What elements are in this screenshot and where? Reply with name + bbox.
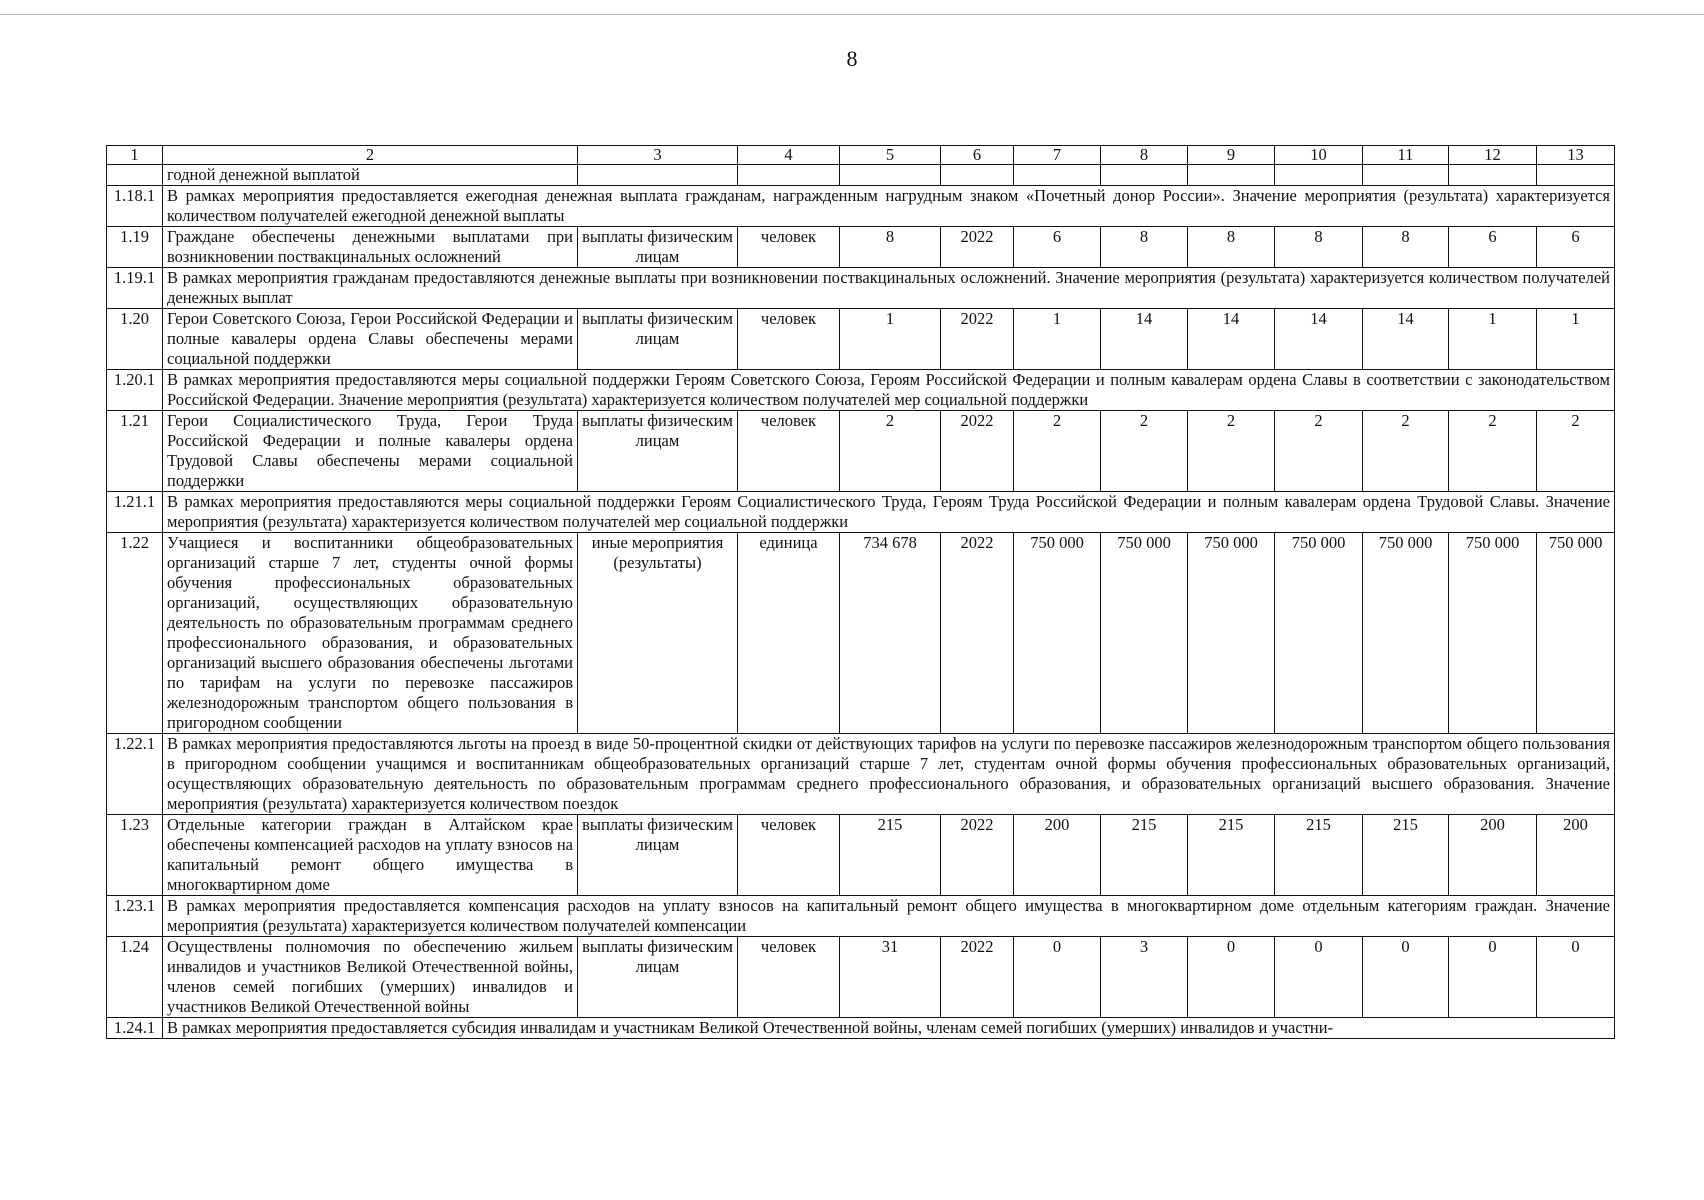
- row-number: 1.19.1: [107, 268, 163, 309]
- indicator-name: Учащиеся и воспитанники общеобразовательных организаций старше 7 лет, студенты очной формы обучения профессиональных образовательных организаций, осуществляющих образовательную деятельность по образовательным программам среднего профессионального образования, и образовательных организаций высшего образования обеспечены льготами по тарифам на услуги по перевозке пассажиров железнодорожным транспортом общего пользования в пригородном сообщении: [163, 533, 578, 734]
- header-cell: 3: [578, 146, 738, 165]
- row-number: 1.23.1: [107, 896, 163, 937]
- header-cell: 13: [1537, 146, 1615, 165]
- indicator-name: Герои Советского Союза, Герои Российской Федерации и полные кавалеры ордена Славы обеспечены мерами социальной поддержки: [163, 309, 578, 370]
- empty-cell: [941, 165, 1014, 186]
- value-cell: 750 000: [1101, 533, 1188, 734]
- base-year: 2022: [941, 411, 1014, 492]
- value-cell: 8: [1188, 227, 1275, 268]
- value-cell: 2: [1275, 411, 1363, 492]
- unit-of-measure: человек: [738, 937, 840, 1018]
- value-cell: 14: [1363, 309, 1449, 370]
- value-cell: 200: [1014, 815, 1101, 896]
- header-cell: 2: [163, 146, 578, 165]
- value-cell: 2: [1014, 411, 1101, 492]
- description-row: [107, 492, 1615, 533]
- header-cell: 10: [1275, 146, 1363, 165]
- unit-of-measure: единица: [738, 533, 840, 734]
- value-cell: 200: [1449, 815, 1537, 896]
- value-cell: 200: [1537, 815, 1615, 896]
- value-cell: 215: [1101, 815, 1188, 896]
- base-year: 2022: [941, 815, 1014, 896]
- header-cell: 5: [840, 146, 941, 165]
- indicators-table: [106, 145, 1615, 1039]
- base-value: 1: [840, 309, 941, 370]
- indicator-row: [107, 227, 1615, 268]
- row-number: 1.20.1: [107, 370, 163, 411]
- value-cell: 1: [1537, 309, 1615, 370]
- value-cell: 0: [1449, 937, 1537, 1018]
- measure-type: выплаты физическим лицам: [578, 227, 738, 268]
- indicator-name: Герои Социалистического Труда, Герои Труда Российской Федерации и полные кавалеры ордена Трудовой Славы обеспечены мерами социальной поддержки: [163, 411, 578, 492]
- base-value: 215: [840, 815, 941, 896]
- indicator-row: [107, 309, 1615, 370]
- header-cell: 9: [1188, 146, 1275, 165]
- measure-type: иные мероприятия (результаты): [578, 533, 738, 734]
- empty-cell: [840, 165, 941, 186]
- value-cell: 8: [1101, 227, 1188, 268]
- indicator-row: [107, 411, 1615, 492]
- description-row: [107, 734, 1615, 815]
- header-cell: 1: [107, 146, 163, 165]
- row-number: 1.24: [107, 937, 163, 1018]
- header-cell: 6: [941, 146, 1014, 165]
- description-text: В рамках мероприятия предоставляются меры социальной поддержки Героям Советского Союза, Героям Российской Федерации и полным кавалерам ордена Славы в соответствии с законодательством Российской Федерации. Значение мероприятия (результата) характеризуется количеством получателей мер социальной поддержки: [163, 370, 1615, 411]
- header-cell: 7: [1014, 146, 1101, 165]
- empty-cell: [578, 165, 738, 186]
- value-cell: 2: [1363, 411, 1449, 492]
- base-value: 2: [840, 411, 941, 492]
- row-number: 1.22: [107, 533, 163, 734]
- value-cell: 750 000: [1014, 533, 1101, 734]
- empty-cell: [1188, 165, 1275, 186]
- table-body: [107, 146, 1615, 1039]
- value-cell: 1: [1014, 309, 1101, 370]
- measure-type: выплаты физическим лицам: [578, 815, 738, 896]
- value-cell: 215: [1363, 815, 1449, 896]
- value-cell: 2: [1188, 411, 1275, 492]
- value-cell: 0: [1363, 937, 1449, 1018]
- unit-of-measure: человек: [738, 815, 840, 896]
- value-cell: 8: [1363, 227, 1449, 268]
- value-cell: 14: [1188, 309, 1275, 370]
- description-text: В рамках мероприятия предоставляются льготы на проезд в виде 50-процентной скидки от действующих тарифов на услуги по перевозке пассажиров железнодорожным транспортом общего пользования в пригородном сообщении учащимся и воспитанникам общеобразовательных организаций старше 7 лет, студентам очной формы обучения профессиональных образовательных организаций, осуществляющих образовательную деятельность по образовательным программам среднего профессионального образования, и образовательных организаций высшего образования. Значение мероприятия (результата) характеризуется количеством поездок: [163, 734, 1615, 815]
- value-cell: 2: [1101, 411, 1188, 492]
- value-cell: 14: [1275, 309, 1363, 370]
- value-cell: 6: [1537, 227, 1615, 268]
- base-value: 8: [840, 227, 941, 268]
- value-cell: 6: [1014, 227, 1101, 268]
- unit-of-measure: человек: [738, 309, 840, 370]
- value-cell: 750 000: [1363, 533, 1449, 734]
- value-cell: 2: [1449, 411, 1537, 492]
- header-row: [107, 146, 1615, 165]
- value-cell: 0: [1014, 937, 1101, 1018]
- header-cell: 4: [738, 146, 840, 165]
- base-value: 734 678: [840, 533, 941, 734]
- row-number: 1.19: [107, 227, 163, 268]
- top-rule: [0, 14, 1704, 15]
- description-row: [107, 370, 1615, 411]
- indicator-name: Отдельные категории граждан в Алтайском крае обеспечены компенсацией расходов на уплату взносов на капитальный ремонт общего имущества в многоквартирном доме: [163, 815, 578, 896]
- empty-cell: [1014, 165, 1101, 186]
- value-cell: 0: [1188, 937, 1275, 1018]
- indicator-row: [107, 937, 1615, 1018]
- measure-type: выплаты физическим лицам: [578, 937, 738, 1018]
- header-cell: 8: [1101, 146, 1188, 165]
- value-cell: 0: [1537, 937, 1615, 1018]
- value-cell: 215: [1188, 815, 1275, 896]
- continuation-row: [107, 165, 1615, 186]
- description-row: [107, 896, 1615, 937]
- value-cell: 2: [1537, 411, 1615, 492]
- base-year: 2022: [941, 309, 1014, 370]
- row-number-empty: [107, 165, 163, 186]
- empty-cell: [738, 165, 840, 186]
- indicator-row: [107, 815, 1615, 896]
- value-cell: 1: [1449, 309, 1537, 370]
- empty-cell: [1363, 165, 1449, 186]
- row-number: 1.21.1: [107, 492, 163, 533]
- header-cell: 11: [1363, 146, 1449, 165]
- empty-cell: [1537, 165, 1615, 186]
- value-cell: 215: [1275, 815, 1363, 896]
- indicator-name: Осуществлены полномочия по обеспечению жильем инвалидов и участников Великой Отечественной войны, членов семей погибших (умерших) инвалидов и участников Великой Отечественной войны: [163, 937, 578, 1018]
- base-year: 2022: [941, 937, 1014, 1018]
- row-number: 1.18.1: [107, 186, 163, 227]
- description-text: В рамках мероприятия предоставляется ежегодная денежная выплата гражданам, награжденным нагрудным знаком «Почетный донор России». Значение мероприятия (результата) характеризуется количеством получателей ежегодной денежной выплаты: [163, 186, 1615, 227]
- empty-cell: [1449, 165, 1537, 186]
- base-year: 2022: [941, 227, 1014, 268]
- description-text: В рамках мероприятия предоставляется компенсация расходов на уплату взносов на капитальный ремонт общего имущества в многоквартирном доме отдельным категориям граждан. Значение мероприятия (результата) характеризуется количеством получателей компенсации: [163, 896, 1615, 937]
- value-cell: 3: [1101, 937, 1188, 1018]
- base-year: 2022: [941, 533, 1014, 734]
- empty-cell: [1101, 165, 1188, 186]
- empty-cell: [1275, 165, 1363, 186]
- value-cell: 8: [1275, 227, 1363, 268]
- value-cell: 6: [1449, 227, 1537, 268]
- description-row: [107, 1018, 1615, 1039]
- description-text: В рамках мероприятия предоставляется субсидия инвалидам и участникам Великой Отечественной войны, членам семей погибших (умерших) инвалидов и участни-: [163, 1018, 1615, 1039]
- page-number: 8: [846, 46, 858, 71]
- row-number: 1.21: [107, 411, 163, 492]
- row-number: 1.22.1: [107, 734, 163, 815]
- row-number: 1.20: [107, 309, 163, 370]
- value-cell: 750 000: [1449, 533, 1537, 734]
- description-row: [107, 268, 1615, 309]
- indicator-name: Граждане обеспечены денежными выплатами при возникновении поствакцинальных осложнений: [163, 227, 578, 268]
- value-cell: 750 000: [1188, 533, 1275, 734]
- row-number: 1.24.1: [107, 1018, 163, 1039]
- value-cell: 750 000: [1537, 533, 1615, 734]
- row-number: 1.23: [107, 815, 163, 896]
- measure-type: выплаты физическим лицам: [578, 411, 738, 492]
- value-cell: 750 000: [1275, 533, 1363, 734]
- value-cell: 0: [1275, 937, 1363, 1018]
- value-cell: 14: [1101, 309, 1188, 370]
- description-row: [107, 186, 1615, 227]
- unit-of-measure: человек: [738, 227, 840, 268]
- unit-of-measure: человек: [738, 411, 840, 492]
- base-value: 31: [840, 937, 941, 1018]
- continuation-text: годной денежной выплатой: [163, 165, 578, 186]
- header-cell: 12: [1449, 146, 1537, 165]
- indicator-row: [107, 533, 1615, 734]
- description-text: В рамках мероприятия предоставляются меры социальной поддержки Героям Социалистического Труда, Героям Труда Российской Федерации и полным кавалерам ордена Трудовой Славы. Значение мероприятия (результата) характеризуется количеством получателей мер социальной поддержки: [163, 492, 1615, 533]
- description-text: В рамках мероприятия гражданам предоставляются денежные выплаты при возникновении поствакцинальных осложнений. Значение мероприятия (результата) характеризуется количеством получателей денежных выплат: [163, 268, 1615, 309]
- measure-type: выплаты физическим лицам: [578, 309, 738, 370]
